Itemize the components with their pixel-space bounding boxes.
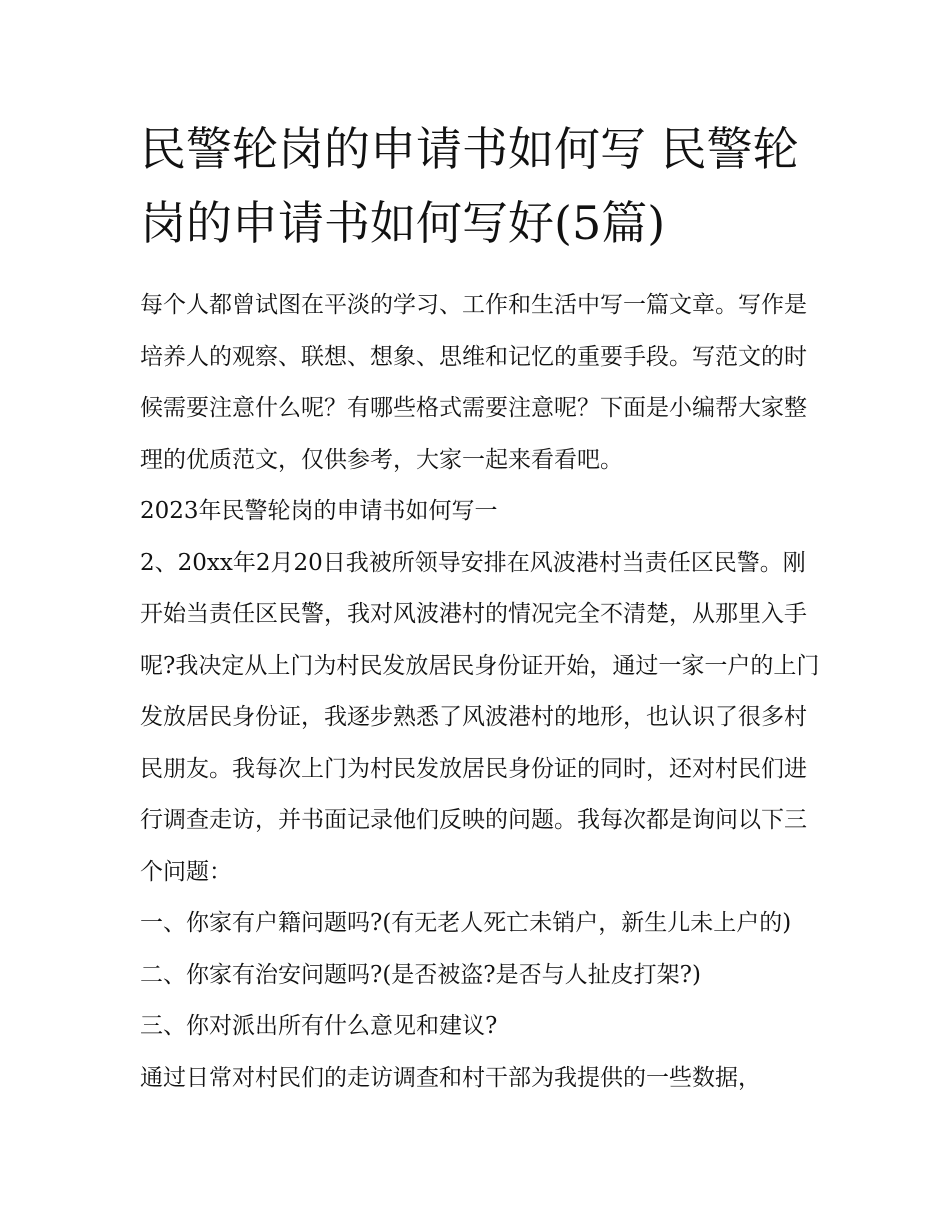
document-title: 民警轮岗的申请书如何写 民警轮岗的申请书如何写好(5篇) (140, 122, 799, 250)
paragraph-intro: 每个人都曾试图在平淡的学习、工作和生活中写一篇文章。写作是培养人的观察、联想、想象、思维和记忆的重要手段。写范文的时候需要注意什么呢？有哪些格式需要注意呢？下面是小编帮大家整理的优质范文，仅供参考，大家一起来看看吧。 (140, 292, 807, 473)
paragraph-continuation: 通过日常对村民们的走访调查和村干部为我提供的一些数据， (140, 1064, 761, 1091)
paragraph-questions-1-2: 一、你家有户籍问题吗?(有无老人死亡未销户，新生儿未上户的) 二、你家有治安问题吗?(是否被盗?是否与人扯皮打架?) (140, 910, 792, 988)
paragraph-question-3: 三、你对派出所有什么意见和建议? (140, 1013, 498, 1039)
paragraph-main: 2、20xx年2月20日我被所领导安排在风波港村当责任区民警。刚开始当责任区民警，我对风波港村的情况完全不清楚，从那里入手呢?我决定从上门为村民发放居民身份证开始，通过一家一户的上门发放居民身份证，我逐步熟悉了风波港村的地形，也认识了很多村民朋友。我每次上门为村民发放居民身份证的同时，还对村民们进行调查走访，并书面记录他们反映的问题。我每次都是询问以下三个问题： (140, 549, 820, 885)
paragraph-section-heading: 2023年民警轮岗的申请书如何写一 (140, 498, 498, 524)
document-body (140, 280, 820, 1104)
